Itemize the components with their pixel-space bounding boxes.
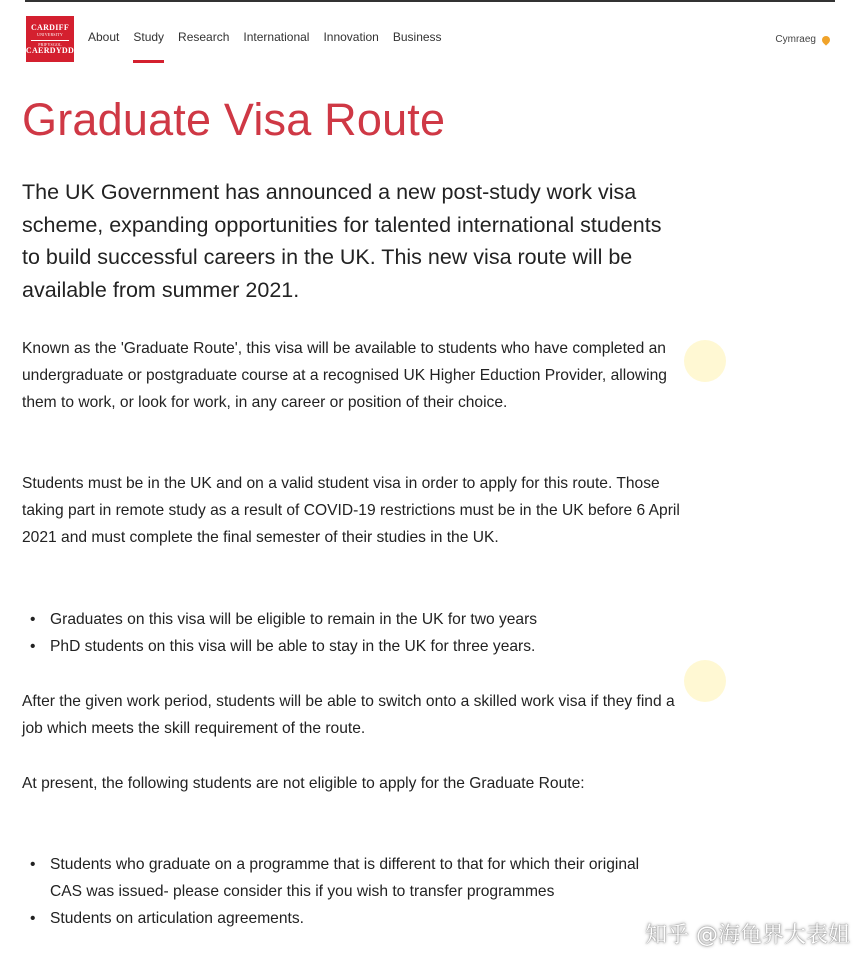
watermark-badge-icon — [684, 340, 726, 382]
university-logo[interactable] — [26, 16, 74, 62]
top-border — [25, 0, 835, 2]
nav-international[interactable]: International — [243, 30, 310, 44]
main-nav — [88, 30, 442, 44]
switch-visa-paragraph: After the given work period, students will be able to switch onto a skilled work visa if they find a job which meets the skill requirement of the route. — [22, 693, 675, 737]
duration-list — [28, 606, 668, 660]
nav-business[interactable]: Business — [392, 30, 442, 44]
list-item: • PhD students on this visa will be able to stay in the UK for three years. — [28, 633, 668, 660]
watermark-badge-icon — [684, 660, 726, 702]
language-switch[interactable] — [775, 34, 830, 45]
logo-line-3: PRIFYSGOL — [38, 41, 62, 47]
logo-divider — [31, 40, 69, 41]
page-title: Graduate Visa Route — [22, 94, 446, 145]
language-link[interactable]: Cymraeg — [775, 34, 816, 45]
not-eligible-intro: At present, the following students are not eligible to apply for the Graduate Route: — [22, 775, 585, 792]
list-item: • Students on articulation agreements. — [28, 905, 668, 932]
graduate-route-paragraph: Known as the 'Graduate Route', this visa will be available to students who have completed an undergraduate or postgraduate course at a recognised UK Higher Eduction Provider, allowing them to work, or look for work, in any career or position of their choice. — [22, 340, 667, 411]
logo-line-4: CAERDYDD — [25, 45, 75, 55]
nav-research[interactable]: Research — [178, 30, 230, 44]
eligibility-requirements-paragraph: Students must be in the UK and on a valid student visa in order to apply for this route. Those taking part in remote study as a result of COVID-19 restrictions must be in the UK before 6 April 2021 and must complete the final semester of their studies in the UK. — [22, 475, 680, 546]
nav-innovation[interactable]: Innovation — [323, 30, 379, 44]
list-item: • Students who graduate on a programme that is different to that for which their original CAS was issued- please consider this if you wish to transfer programmes — [28, 851, 668, 905]
logo-line-1: CARDIFF — [30, 22, 70, 32]
intro-paragraph: The UK Government has announced a new post-study work visa scheme, expanding opportunities for talented international students to build successful careers in the UK. This new visa route will be available from summer 2021. — [22, 180, 662, 303]
ineligible-list — [28, 851, 668, 932]
watermark-text: 知乎 @海龟界大表姐 — [645, 923, 850, 948]
location-pin-icon — [820, 34, 831, 45]
logo-line-2: UNIVERSITY — [37, 31, 63, 37]
nav-study[interactable]: Study — [133, 30, 165, 44]
nav-about[interactable]: About — [88, 30, 120, 44]
list-item: • Graduates on this visa will be eligible to remain in the UK for two years — [28, 606, 668, 633]
